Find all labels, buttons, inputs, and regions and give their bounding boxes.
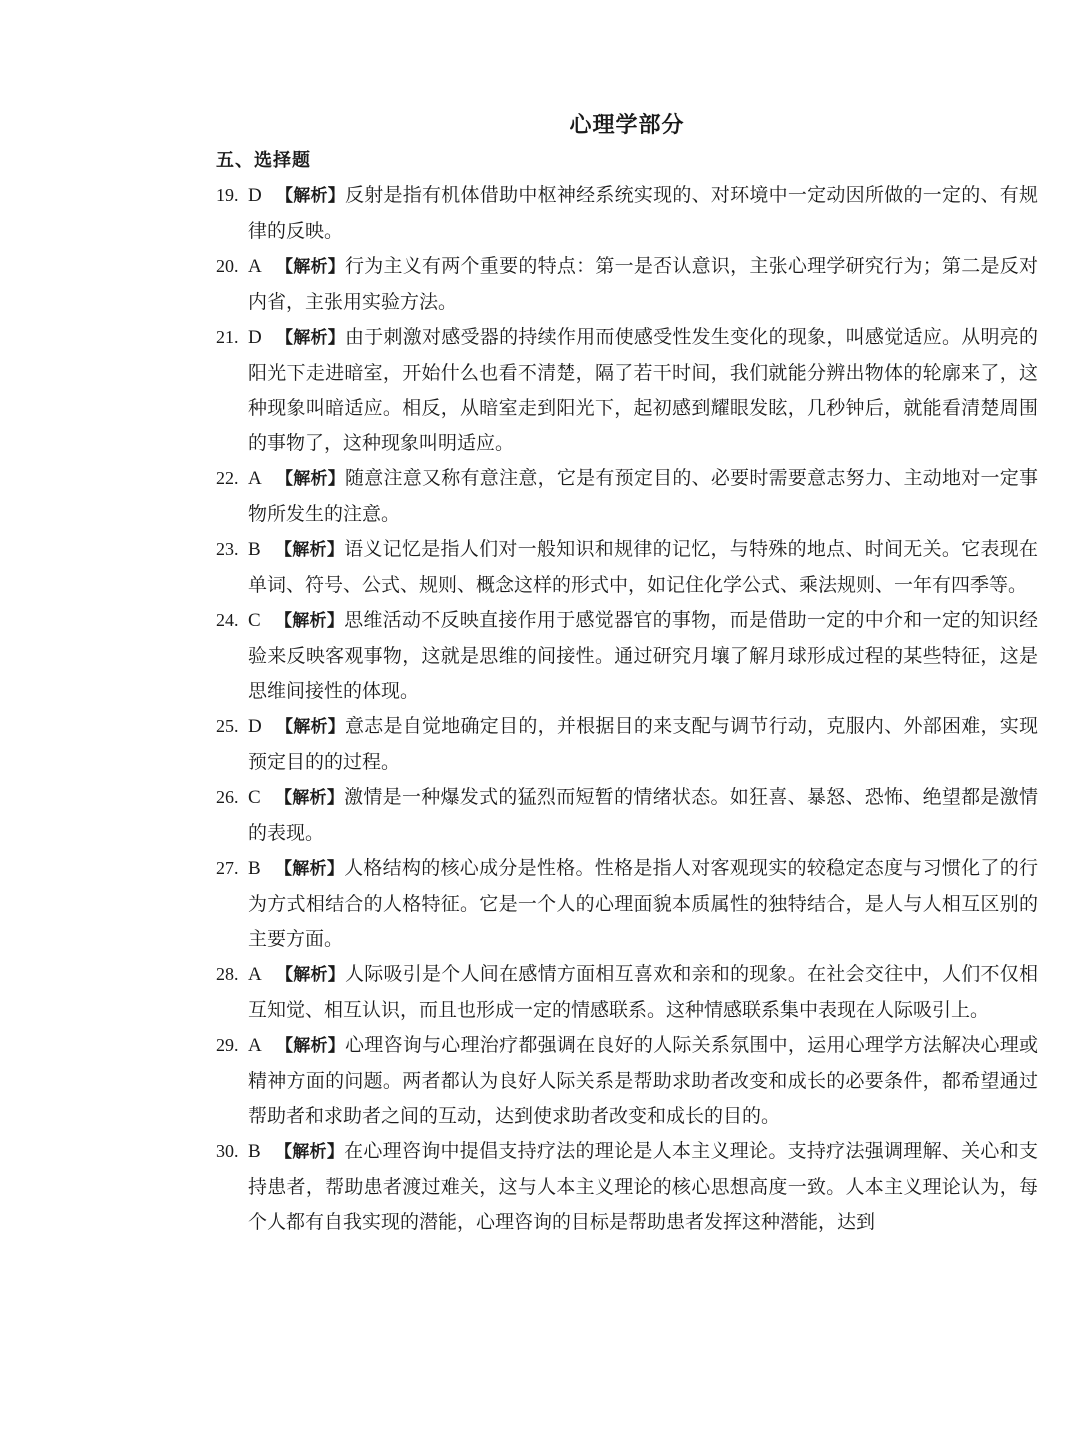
answer-item xyxy=(216,320,1038,461)
answer-letter: D xyxy=(248,716,262,737)
question-number: 24. xyxy=(216,610,239,630)
analysis-tag: 【解析】 xyxy=(275,717,346,737)
analysis-tag: 【解析】 xyxy=(274,788,345,808)
answer-item xyxy=(216,780,1038,851)
answer-item xyxy=(216,603,1038,709)
answer-item xyxy=(216,851,1038,957)
analysis-tag: 【解析】 xyxy=(274,1142,345,1162)
question-number: 22. xyxy=(216,468,239,488)
answer-list xyxy=(216,178,1038,1240)
answer-item xyxy=(216,709,1038,780)
answer-letter: C xyxy=(248,787,261,808)
analysis-tag: 【解析】 xyxy=(274,540,345,560)
analysis-tag: 【解析】 xyxy=(274,611,345,631)
answer-letter: D xyxy=(248,327,262,348)
answer-letter: B xyxy=(248,539,261,560)
analysis-text: 思维活动不反映直接作用于感觉器官的事物，而是借助一定的中介和一定的知识经验来反映客观事物，这就是思维的间接性。通过研究月壤了解月球形成过程的某些特征，这是思维间接性的体现。 xyxy=(248,609,1038,702)
analysis-text: 人格结构的核心成分是性格。性格是指人对客观现实的较稳定态度与习惯化了的行为方式相结合的人格特征。它是一个人的心理面貌本质属性的独特结合，是人与人相互区别的主要方面。 xyxy=(248,857,1038,950)
question-number: 23. xyxy=(216,539,239,559)
answer-item xyxy=(216,249,1038,320)
answer-letter: A xyxy=(248,256,262,277)
answer-item xyxy=(216,1028,1038,1134)
analysis-text: 随意注意又称有意注意，它是有预定目的、必要时需要意志努力、主动地对一定事物所发生的注意。 xyxy=(248,467,1038,525)
answer-letter: B xyxy=(248,858,261,879)
analysis-text: 心理咨询与心理治疗都强调在良好的人际关系氛围中，运用心理学方法解决心理或精神方面的问题。两者都认为良好人际关系是帮助求助者改变和成长的必要条件，都希望通过帮助者和求助者之间的互动，达到使求助者改变和成长的目的。 xyxy=(248,1034,1038,1127)
analysis-text: 意志是自觉地确定目的，并根据目的来支配与调节行动，克服内、外部困难，实现预定目的的过程。 xyxy=(248,715,1038,773)
answer-letter: B xyxy=(248,1141,261,1162)
answer-letter: C xyxy=(248,610,261,631)
analysis-text: 语义记忆是指人们对一般知识和规律的记忆，与特殊的地点、时间无关。它表现在单词、符号、公式、规则、概念这样的形式中，如记住化学公式、乘法规则、一年有四季等。 xyxy=(248,538,1038,596)
analysis-tag: 【解析】 xyxy=(275,257,346,277)
analysis-text: 反射是指有机体借助中枢神经系统实现的、对环境中一定动因所做的一定的、有规律的反映。 xyxy=(248,184,1038,242)
question-number: 26. xyxy=(216,787,239,807)
answer-letter: D xyxy=(248,185,262,206)
analysis-tag: 【解析】 xyxy=(275,186,346,206)
analysis-tag: 【解析】 xyxy=(275,965,346,985)
answer-letter: A xyxy=(248,468,262,489)
question-number: 27. xyxy=(216,858,239,878)
question-number: 19. xyxy=(216,185,239,205)
analysis-text: 激情是一种爆发式的猛烈而短暂的情绪状态。如狂喜、暴怒、恐怖、绝望都是激情的表现。 xyxy=(248,786,1038,844)
analysis-tag: 【解析】 xyxy=(275,1036,346,1056)
answer-item xyxy=(216,532,1038,603)
analysis-text: 在心理咨询中提倡支持疗法的理论是人本主义理论。支持疗法强调理解、关心和支持患者，帮助患者渡过难关，这与人本主义理论的核心思想高度一致。人本主义理论认为，每个人都有自我实现的潜能，心理咨询的目标是帮助患者发挥这种潜能，达到 xyxy=(248,1140,1038,1233)
question-number: 28. xyxy=(216,964,239,984)
answer-item xyxy=(216,461,1038,532)
analysis-text: 由于刺激对感受器的持续作用而使感受性发生变化的现象，叫感觉适应。从明亮的阳光下走进暗室，开始什么也看不清楚，隔了若干时间，我们就能分辨出物体的轮廓来了，这种现象叫暗适应。相反，从暗室走到阳光下，起初感到耀眼发眩，几秒钟后，就能看清楚周围的事物了，这种现象叫明适应。 xyxy=(248,326,1038,454)
section-heading: 五、选择题 xyxy=(216,150,311,171)
analysis-tag: 【解析】 xyxy=(274,859,345,879)
answer-letter: A xyxy=(248,964,262,985)
answer-item xyxy=(216,178,1038,249)
question-number: 30. xyxy=(216,1141,239,1161)
question-number: 20. xyxy=(216,256,239,276)
question-number: 21. xyxy=(216,327,239,347)
answer-item xyxy=(216,957,1038,1028)
analysis-tag: 【解析】 xyxy=(275,469,346,489)
question-number: 25. xyxy=(216,716,239,736)
answer-letter: A xyxy=(248,1035,262,1056)
page-title: 心理学部分 xyxy=(569,113,685,138)
analysis-tag: 【解析】 xyxy=(275,328,346,348)
answer-item xyxy=(216,1134,1038,1240)
question-number: 29. xyxy=(216,1035,239,1055)
analysis-text: 人际吸引是个人间在感情方面相互喜欢和亲和的现象。在社会交往中，人们不仅相互知觉、相互认识，而且也形成一定的情感联系。这种情感联系集中表现在人际吸引上。 xyxy=(248,963,1038,1021)
analysis-text: 行为主义有两个重要的特点：第一是否认意识，主张心理学研究行为；第二是反对内省，主张用实验方法。 xyxy=(248,255,1038,313)
